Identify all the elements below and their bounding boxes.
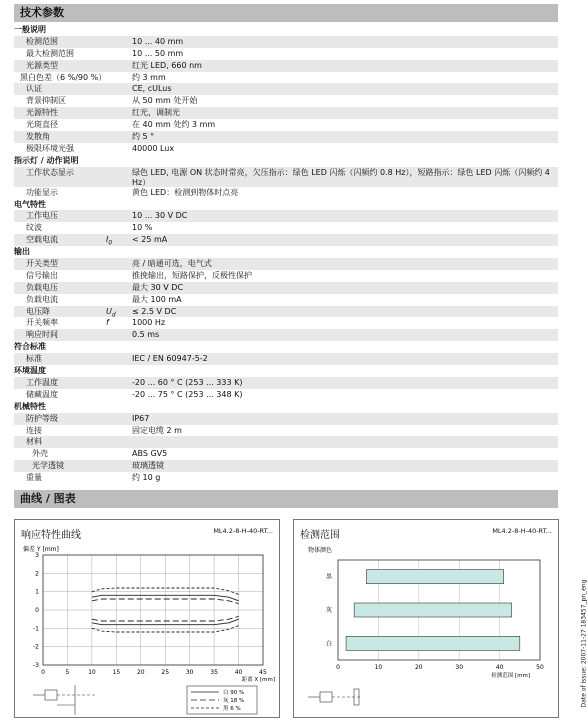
spec-row (14, 460, 558, 472)
x-tick-label: 10 (88, 669, 96, 676)
y-tick-label: 3 (35, 552, 39, 559)
spec-value: 40000 Lux (132, 143, 175, 153)
spec-value: 黄色 LED：检测到物体时点亮 (132, 187, 239, 197)
spec-value: 固定电缆 2 m (132, 425, 182, 435)
detection-range-code: ML4.2-8-H-40-RT... (492, 527, 552, 535)
y-tick-label: -2 (33, 643, 39, 651)
spec-label: 储藏温度 (26, 389, 58, 399)
y-tick-label: 1 (35, 588, 39, 596)
specs-section-header (14, 4, 558, 22)
y-axis-label: 物体颜色 (308, 547, 333, 554)
x-tick-label: 40 (234, 669, 243, 676)
x-axis-label: 距离 X [mm] (241, 677, 275, 683)
response-curve-chart (15, 520, 281, 719)
spec-label: 符合标准 (14, 342, 46, 352)
x-tick-label: 15 (112, 669, 121, 676)
spec-value: 最大 30 V DC (132, 282, 184, 292)
spec-value: 1000 Hz (132, 318, 166, 328)
spec-value: 亮 / 暗通可选，电气式 (132, 259, 212, 269)
spec-value: -20 ... 75 ° C (253 ... 348 K) (132, 389, 243, 399)
spec-label: 光源特性 (26, 108, 58, 118)
spec-row (14, 472, 558, 484)
spec-label: 工作状态显示 (26, 167, 74, 177)
response-curve-panel (14, 519, 280, 718)
sensor-body (320, 692, 332, 702)
legend-label: 灰 18 % (223, 698, 245, 704)
spec-row (14, 131, 558, 143)
spec-label: 电压降 (26, 306, 50, 316)
spec-value: 玻璃透镜 (132, 461, 164, 471)
spec-label: 认证 (26, 84, 42, 94)
spec-value: 约 5 ° (132, 132, 155, 142)
spec-label: 一般说明 (14, 25, 46, 34)
spec-table (14, 24, 558, 484)
spec-row (14, 119, 558, 131)
spec-row (14, 210, 558, 222)
spec-label: 重量 (26, 473, 42, 483)
spec-row (14, 222, 558, 234)
x-tick-label: 5 (65, 669, 70, 676)
spec-label: 防护等级 (26, 413, 58, 423)
spec-category (14, 341, 558, 353)
spec-row (14, 270, 558, 282)
spec-row (14, 317, 558, 329)
spec-row (14, 60, 558, 72)
spec-row (14, 258, 558, 270)
x-tick-label: 20 (414, 664, 423, 671)
spec-value: 10 ... 30 V DC (132, 211, 188, 221)
spec-row (14, 436, 558, 448)
spec-value: 10 % (132, 223, 153, 233)
spec-row (14, 107, 558, 119)
legend-label: 白 90 % (223, 690, 245, 696)
spec-value: 推挽输出，短路保护，反极性保护 (132, 270, 252, 280)
spec-category (14, 246, 558, 258)
x-tick-label: 20 (136, 669, 145, 676)
spec-label: 功能显示 (26, 187, 58, 197)
spec-row (14, 306, 558, 318)
spec-label: 黑白色差（6 %/90 %） (20, 72, 107, 82)
spec-value: 10 ... 40 mm (132, 36, 184, 46)
response-curve-title: 响应特性曲线 (21, 530, 81, 541)
spec-symbol: f (106, 318, 109, 328)
spec-label: 背景抑制区 (26, 96, 66, 106)
legend-label: 黑 6 % (223, 706, 241, 712)
spec-value: ≤ 2.5 V DC (132, 306, 177, 316)
spec-category (14, 155, 558, 167)
x-tick-label: 40 (495, 664, 504, 671)
spec-label: 开关频率 (26, 318, 58, 328)
x-tick-label: 35 (210, 669, 218, 676)
x-tick-label: 10 (374, 664, 383, 671)
spec-row (14, 83, 558, 95)
spec-label: 工作温度 (26, 377, 58, 387)
spec-category (14, 199, 558, 211)
spec-label: 标准 (26, 354, 42, 364)
spec-row (14, 143, 558, 155)
spec-row (14, 72, 558, 84)
legend-box (187, 686, 257, 714)
spec-row (14, 353, 558, 365)
detection-range-panel (293, 519, 559, 718)
spec-symbol: $U_d$ (106, 306, 116, 319)
y-tick-label: 0 (35, 607, 39, 614)
spec-value: 红光，调制光 (132, 108, 180, 118)
spec-value: IEC / EN 60947-5-2 (132, 354, 208, 364)
range-bar (366, 570, 503, 584)
sensor-body (45, 690, 57, 700)
spec-value: 约 3 mm (132, 72, 166, 82)
spec-symbol: $I_0$ (106, 235, 113, 247)
spec-label: 连接 (26, 425, 42, 435)
curves-section-header (14, 490, 558, 508)
spec-value: -20 ... 60 ° C (253 ... 333 K) (132, 377, 243, 387)
spec-row (14, 36, 558, 48)
spec-value: 在 40 mm 处约 3 mm (132, 120, 216, 130)
spec-label: 发散角 (26, 132, 50, 142)
x-tick-label: 0 (336, 664, 340, 671)
spec-label: 外壳 (32, 449, 48, 459)
spec-label: 光源类型 (26, 60, 58, 70)
spec-label: 光斑直径 (26, 120, 58, 130)
curves-section-title: 曲线 / 图表 (20, 492, 76, 505)
category-label: 白 (325, 640, 332, 648)
spec-row (14, 413, 558, 425)
spec-label: 空载电流 (26, 235, 58, 245)
x-tick-label: 30 (185, 669, 194, 676)
spec-value: CE, cULus (132, 84, 172, 94)
spec-row (14, 167, 558, 187)
spec-label: 光学透镜 (32, 461, 64, 471)
spec-value: 10 ... 50 mm (132, 48, 184, 58)
spec-row (14, 294, 558, 306)
spec-value: < 25 mA (132, 235, 168, 245)
response-curve-code: ML4.2-8-H-40-RT... (213, 527, 273, 535)
detection-range-title: 检测范围 (300, 530, 340, 541)
spec-value: 0.5 ms (132, 330, 160, 340)
spec-row (14, 389, 558, 401)
spec-row (14, 48, 558, 60)
spec-value: 从 50 mm 处开始 (132, 96, 198, 106)
spec-label: 电气特性 (14, 199, 46, 209)
spec-row (14, 282, 558, 294)
spec-value: IP67 (132, 413, 150, 423)
spec-category (14, 24, 558, 36)
spec-row (14, 377, 558, 389)
range-bar (346, 636, 520, 650)
spec-row (14, 187, 558, 199)
detection-range-chart (294, 520, 560, 719)
y-axis-label: 偏差 Y [mm] (23, 546, 59, 553)
spec-label: 检测范围 (26, 36, 58, 46)
spec-label: 机械特性 (14, 401, 46, 411)
spec-label: 环境温度 (14, 366, 46, 376)
x-axis-label: 检测范围 [mm] (491, 673, 530, 679)
spec-label: 材料 (26, 437, 42, 447)
spec-value: 绿色 LED, 电源 ON 状态时常亮，欠压指示：绿色 LED 闪烁（闪频约 0.8 Hz），短路指示：绿色 LED 闪烁（闪频约 4 Hz） (132, 167, 550, 187)
spec-row (14, 234, 558, 246)
spec-label: 输出 (14, 247, 30, 257)
x-tick-label: 0 (41, 669, 45, 676)
category-label: 灰 (325, 607, 332, 614)
x-tick-label: 45 (259, 669, 267, 676)
spec-category (14, 365, 558, 377)
range-bar (354, 603, 512, 617)
x-tick-label: 50 (536, 664, 544, 671)
spec-label: 负载电流 (26, 294, 58, 304)
spec-value: 红光 LED, 660 nm (132, 60, 202, 70)
sensor-sketch-icon (308, 689, 362, 705)
specs-section-title: 技术参数 (20, 6, 64, 19)
x-tick-label: 30 (455, 664, 464, 671)
x-tick-label: 25 (161, 669, 170, 676)
spec-label: 信号输出 (26, 270, 58, 280)
sensor-sketch-icon (33, 685, 95, 715)
y-tick-label: -3 (33, 662, 39, 669)
spec-label: 开关类型 (26, 259, 58, 269)
spec-label: 纹波 (26, 223, 42, 233)
category-label: 黑 (325, 573, 332, 581)
spec-label: 响应时间 (26, 330, 58, 340)
issue-date-note: Date of issue: 2007-11-27 183457_pn_eng (580, 579, 588, 708)
spec-value: 最大 100 mA (132, 294, 182, 304)
spec-value: ABS GV5 (132, 449, 168, 459)
spec-row (14, 425, 558, 437)
spec-label: 极限环境光强 (26, 143, 74, 153)
spec-value: 约 10 g (132, 473, 161, 483)
spec-row (14, 329, 558, 341)
spec-row (14, 95, 558, 107)
spec-row (14, 448, 558, 460)
spec-label: 指示灯 / 动作说明 (14, 155, 79, 165)
spec-label: 负载电压 (26, 282, 58, 292)
spec-label: 工作电压 (26, 211, 58, 221)
y-tick-label: 2 (35, 570, 39, 578)
spec-category (14, 401, 558, 413)
spec-label: 最大检测范围 (26, 48, 74, 58)
y-tick-label: -1 (33, 625, 39, 633)
